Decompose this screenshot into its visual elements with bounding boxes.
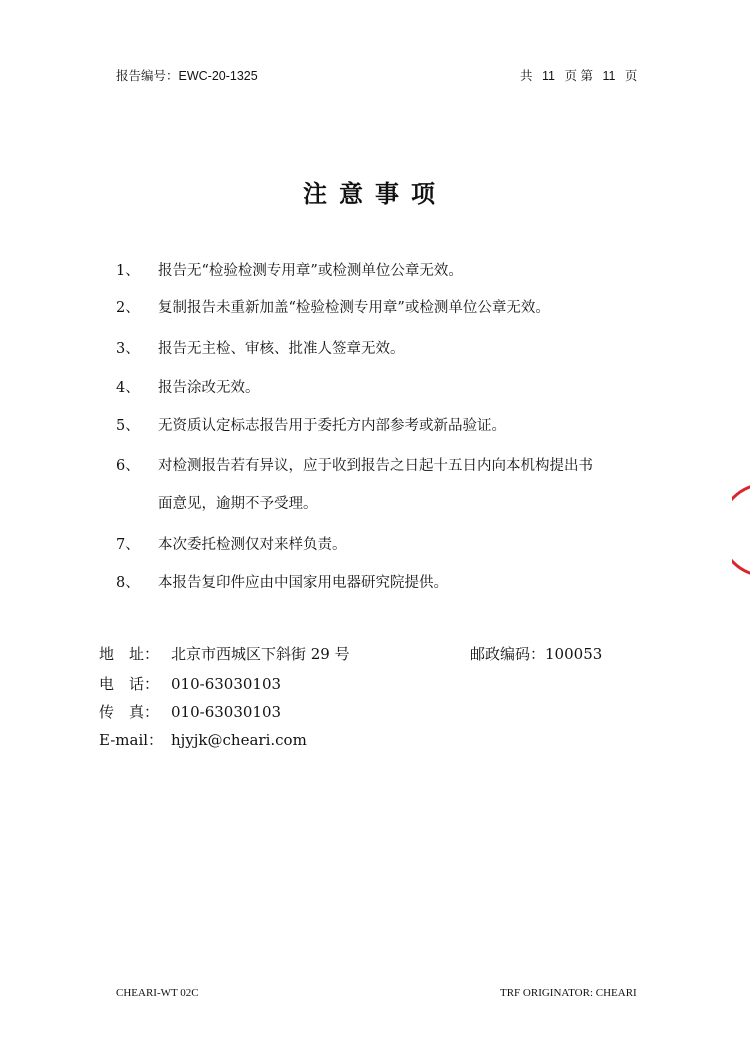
- email-line: [99, 729, 307, 750]
- footer-originator: TRF ORIGINATOR: CHEARI: [500, 987, 637, 999]
- notice-item: [116, 571, 448, 592]
- page-title: 注意事项: [303, 179, 447, 208]
- email-value: hjyjk@cheari.com: [171, 731, 307, 749]
- page-prefix: 共: [520, 69, 533, 83]
- total-pages: 11: [542, 69, 555, 83]
- notice-text: 无资质认定标志报告用于委托方内部参考或新品验证。: [158, 418, 506, 434]
- fax-value: 010-63030103: [171, 703, 282, 721]
- notice-item: [116, 376, 260, 397]
- page-suffix: 页: [624, 69, 638, 83]
- footer-form-code: CHEARI-WT 02C: [116, 987, 199, 999]
- notice-number: 5、: [116, 418, 140, 434]
- notice-text: 本次委托检测仅对来样负责。: [158, 537, 347, 553]
- address-value: 北京市西城区下斜街 29 号: [171, 645, 350, 663]
- phone-label: 电 话：: [99, 675, 160, 693]
- email-label: E-mail：: [99, 731, 164, 749]
- notice-text: 对检测报告若有异议，应于收到报告之日起十五日内向本机构提出书: [158, 458, 593, 474]
- notice-number: 2、: [116, 300, 140, 316]
- notice-item: [116, 296, 550, 317]
- notice-item: [116, 414, 506, 435]
- page-mid: 页 第: [564, 69, 593, 83]
- notice-text: 报告无“检验检测专用章”或检测单位公章无效。: [158, 263, 463, 279]
- notice-number: 6、: [116, 458, 140, 474]
- notice-number: 4、: [116, 380, 140, 396]
- notice-item: [116, 454, 593, 475]
- notice-item: [116, 337, 405, 358]
- notice-text: 报告无主检、审核、批准人签章无效。: [158, 341, 405, 357]
- phone-value: 010-63030103: [171, 675, 282, 693]
- notice-text: 报告涂改无效。: [158, 380, 260, 396]
- notice-text: 本报告复印件应由中国家用电器研究院提供。: [158, 575, 448, 591]
- postal-code: 100053: [545, 645, 603, 663]
- notice-text: 复制报告未重新加盖“检验检测专用章”或检测单位公章无效。: [158, 300, 550, 316]
- report-number: 报告编号：EWC-20-1325: [116, 69, 258, 83]
- page-indicator: [520, 66, 637, 84]
- postal-line: [470, 643, 602, 664]
- current-page: 11: [602, 69, 616, 83]
- phone-line: [99, 673, 281, 694]
- notice-number: 7、: [116, 537, 140, 553]
- address-label: 地 址：: [99, 645, 160, 663]
- notice-item: [116, 259, 463, 280]
- postal-label: 邮政编码：: [470, 645, 546, 663]
- notice-number: 3、: [116, 341, 140, 357]
- notice-number: 1、: [116, 263, 140, 279]
- seal-stamp-icon: [732, 480, 750, 580]
- fax-label: 传 真：: [99, 703, 160, 721]
- notice-continuation: 面意见，逾期不予受理。: [158, 496, 318, 512]
- fax-line: [99, 701, 281, 722]
- notice-number: 8、: [116, 575, 140, 591]
- address-line: [99, 643, 350, 664]
- notice-item: [116, 533, 347, 554]
